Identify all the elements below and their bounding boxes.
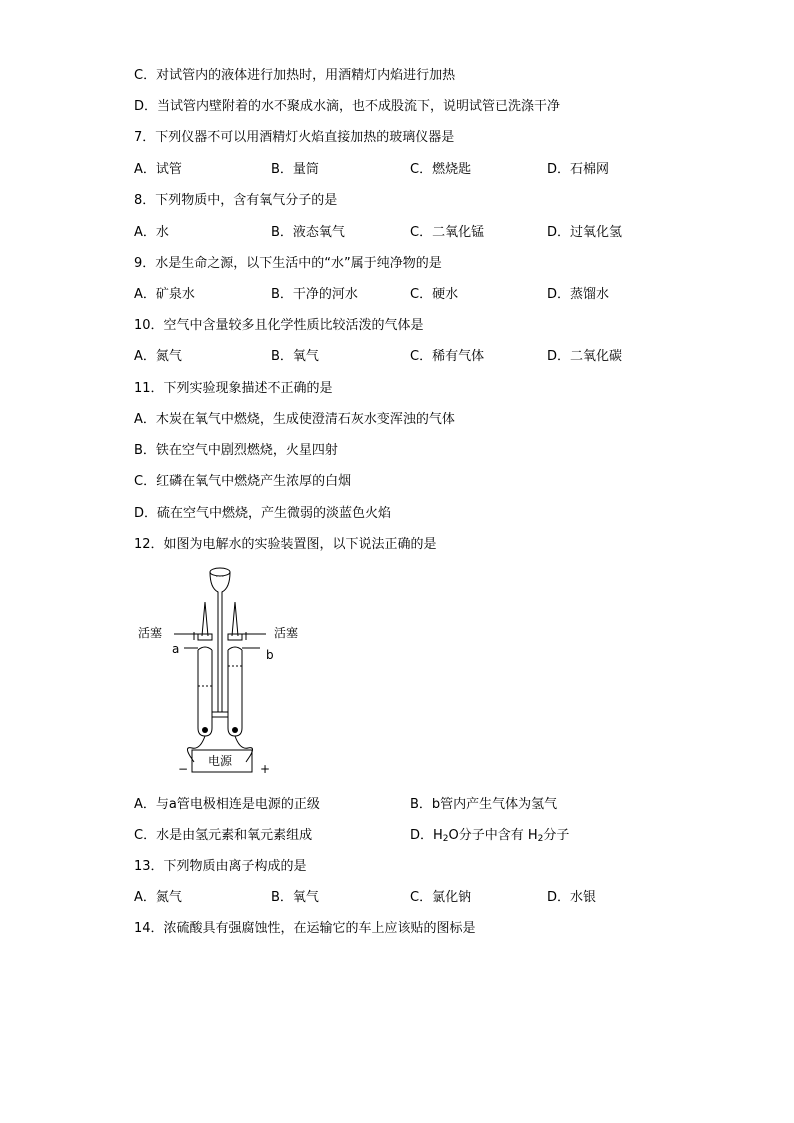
q11-option-c: C．红磷在氧气中燃烧产生浓厚的白烟 <box>134 474 352 489</box>
q8-option-a: A．水 <box>134 225 169 240</box>
q12-stem: 12．如图为电解水的实验装置图，以下说法正确的是 <box>134 537 437 552</box>
q13-option-c: C．氯化钠 <box>410 890 472 905</box>
q12-d-text-2: O分子中含有 H <box>448 828 538 843</box>
q9-option-a: A．矿泉水 <box>134 287 195 302</box>
q11-option-d: D．硫在空气中燃烧，产生微弱的淡蓝色火焰 <box>134 506 392 521</box>
tube-a-label: a <box>172 642 180 656</box>
q12-d-text-3: 分子 <box>543 828 570 843</box>
q12-d-sub-2: 2 <box>537 834 544 844</box>
q7-option-d: D．石棉网 <box>547 162 610 177</box>
q9-option-c: C．硬水 <box>410 287 459 302</box>
q9-option-b: B．干净的河水 <box>271 287 358 302</box>
q7-option-c: C．燃烧匙 <box>410 162 472 177</box>
q12-d-sub-1: 2 <box>442 834 449 844</box>
q13-option-a: A．氮气 <box>134 890 182 905</box>
q9-stem: 9．水是生命之源，以下生活中的“水”属于纯净物的是 <box>134 256 442 271</box>
q7-option-a: A．试管 <box>134 162 182 177</box>
q10-stem: 10．空气中含量较多且化学性质比较活泼的气体是 <box>134 318 424 333</box>
q10-option-a: A．氮气 <box>134 349 182 364</box>
q11-option-a: A．木炭在氧气中燃烧，生成使澄清石灰水变浑浊的气体 <box>134 412 455 427</box>
q12-option-a: A．与a管电极相连是电源的正级 <box>134 797 320 812</box>
positive-terminal-label: + <box>260 762 271 776</box>
negative-terminal-label: − <box>178 762 189 776</box>
stopcock-label-left: 活塞 <box>138 626 163 640</box>
q14-stem: 14．浓硫酸具有强腐蚀性，在运输它的车上应该贴的图标是 <box>134 921 476 936</box>
power-source-label: 电源 <box>208 754 233 768</box>
electrolysis-figure <box>134 562 314 780</box>
q8-stem: 8．下列物质中，含有氧气分子的是 <box>134 193 338 208</box>
q11-option-b: B．铁在空气中剧烈燃烧，火星四射 <box>134 443 338 458</box>
prev-option-d: D．当试管内壁附着的水不聚成水滴，也不成股流下，说明试管已洗涤干净 <box>134 99 561 114</box>
electrolysis-diagram <box>134 562 314 780</box>
stopcock-label-right: 活塞 <box>274 626 299 640</box>
electrode-b <box>232 727 238 733</box>
q13-stem: 13．下列物质由离子构成的是 <box>134 859 307 874</box>
q12-option-c: C．水是由氢元素和氧元素组成 <box>134 828 313 843</box>
q10-option-d: D．二氧化碳 <box>547 349 623 364</box>
q12-option-d <box>410 828 569 844</box>
q13-option-d: D．水银 <box>547 890 597 905</box>
tube-b-label: b <box>266 648 274 662</box>
q12-option-b: B．b管内产生气体为氢气 <box>410 797 558 812</box>
q10-option-c: C．稀有气体 <box>410 349 485 364</box>
q13-option-b: B．氧气 <box>271 890 319 905</box>
q12-d-text-1: D．H <box>410 828 443 843</box>
q8-option-d: D．过氧化氢 <box>547 225 623 240</box>
q9-option-d: D．蒸馏水 <box>547 287 610 302</box>
q10-option-b: B．氧气 <box>271 349 319 364</box>
q7-stem: 7．下列仪器不可以用酒精灯火焰直接加热的玻璃仪器是 <box>134 130 455 145</box>
q8-option-c: C．二氧化锰 <box>410 225 485 240</box>
q7-option-b: B．量筒 <box>271 162 319 177</box>
electrode-a <box>202 727 208 733</box>
prev-option-c: C．对试管内的液体进行加热时，用酒精灯内焰进行加热 <box>134 68 456 83</box>
q11-stem: 11．下列实验现象描述不正确的是 <box>134 381 333 396</box>
q8-option-b: B．液态氧气 <box>271 225 345 240</box>
